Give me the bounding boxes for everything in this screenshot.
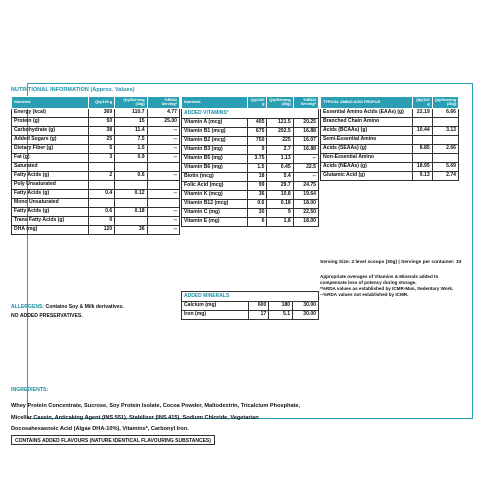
nutrient-q100: 17 [249, 311, 269, 320]
col-qty-serving: Qty/Serving (30g) [115, 97, 147, 109]
nutrient-rda: 18.00 [293, 218, 318, 227]
table-row [182, 182, 319, 191]
nutrient-rda: 24.75 [293, 182, 318, 191]
allergens-label: ALLERGENS: [11, 304, 45, 310]
table-row [12, 118, 180, 127]
nutrient-name: Vitamin B1 (mcg) [182, 128, 248, 137]
ingredients-line: Whey Protein Concentrate, Sucrose, Soy Protein Isolate, Cocoa Powder, Maltodextrin, Tricalcium Phosphate, [11, 403, 301, 409]
nutrient-name: Protein (g) [12, 118, 89, 127]
nutrient-name: Saturated [12, 163, 89, 172]
nutrient-q100 [413, 118, 433, 127]
nutrient-rda: 30.00 [293, 311, 319, 320]
nutrient-qs: 121.5 [267, 119, 293, 128]
nutrient-qs [115, 163, 147, 172]
table-row [12, 127, 180, 136]
nutrient-qs [115, 217, 147, 226]
col-qty-serving: Qty/Serving (30g) [267, 97, 293, 109]
footnote: Appropriate overages of Vitamins & Minerals added to [320, 274, 439, 279]
table-row [321, 118, 459, 127]
table-row [12, 172, 180, 181]
nutrient-name: DHA (mg) [12, 226, 89, 235]
nutrient-name: Fatty Acids (g) [12, 190, 89, 199]
allergens-block [11, 303, 124, 321]
nutrient-qs: 6.66 [432, 109, 458, 118]
nutrient-qs: 36 [115, 226, 147, 235]
nutrient-name: Fat (g) [12, 154, 89, 163]
nutrient-qs [115, 181, 147, 190]
nutrient-name: Glutamic Acid (g) [321, 172, 413, 181]
table-row [12, 181, 180, 190]
nutrient-q100: 10.44 [413, 127, 433, 136]
nutrient-qs: 9 [267, 209, 293, 218]
table-row [182, 155, 319, 164]
footnotes [320, 274, 470, 298]
nutrient-name: Branched Chain Amino [321, 118, 413, 127]
nutrient-rda [147, 181, 179, 190]
footnote: compensate loss of potency during storage. [320, 280, 417, 285]
nutrient-q100: 0.6 [247, 200, 267, 209]
col-rda: %RDA/ Serving* [293, 97, 318, 109]
nutrient-name: Vitamin B5 (mg) [182, 155, 248, 164]
table-row [182, 191, 319, 200]
ingredients-line: Micellar Casein, Anticaking Agent (INS 551), Stabilizer (INS 415), Sodium Chloride, Vegetarian [11, 414, 259, 421]
nutrient-qs [432, 118, 458, 127]
nutrient-q100: 600 [249, 302, 269, 311]
nutrient-q100 [88, 181, 114, 190]
nutrient-qs: 202.5 [267, 128, 293, 137]
nutrient-qs: 1.5 [115, 145, 147, 154]
nutrient-qs: 3.13 [432, 127, 458, 136]
table-row [321, 172, 459, 181]
nutrient-qs: 2.7 [267, 146, 293, 155]
table-row [182, 128, 319, 137]
nutrient-q100: 0.6 [88, 208, 114, 217]
table-row [321, 127, 459, 136]
nutrient-rda: 16.88 [293, 128, 318, 137]
nutrient-q100: 22.19 [413, 109, 433, 118]
nutrient-rda: 25.00 [147, 118, 179, 127]
nutrient-rda: -- [147, 127, 179, 136]
table-row [182, 218, 319, 227]
nutrient-qs: 0.6 [115, 172, 147, 181]
nutrient-qs: 29.7 [267, 182, 293, 191]
nutrient-qs: 0.45 [267, 164, 293, 173]
table-row [12, 217, 180, 226]
nutrient-q100: 675 [247, 128, 267, 137]
table-row [321, 154, 459, 163]
nutrient-rda: -- [147, 136, 179, 145]
nutrient-name: Dietary Fiber (g) [12, 145, 89, 154]
nutrient-q100: 50 [88, 118, 114, 127]
nutrient-qs [115, 199, 147, 208]
nutrient-qs: 11.4 [115, 127, 147, 136]
table-row [12, 190, 180, 199]
nutrient-q100: 38 [88, 127, 114, 136]
table-row [321, 109, 459, 118]
nutrient-rda: -- [147, 217, 179, 226]
nutrient-rda: 18.00 [293, 200, 318, 209]
col-qty100: Qty/100 g [247, 97, 267, 109]
nutrient-q100: 18 [247, 173, 267, 182]
nutrition-title: NUTRITIONAL INFORMATION (Approx. Values) [11, 87, 135, 93]
nutrient-rda: -- [147, 190, 179, 199]
nutrient-qs: 180 [269, 302, 293, 311]
ingredients-heading: INGREDIENTS: [11, 387, 49, 393]
ingredients-line: Docosahexaenoic Acid (Algae DHA-10%), Vitamins*, Carbonyl Iron. [11, 426, 189, 432]
nutrient-q100: 25 [88, 136, 114, 145]
nutrient-qs [432, 154, 458, 163]
nutrient-name: Vitamin B6 (mg) [182, 164, 248, 173]
nutrient-q100: 36 [247, 191, 267, 200]
nutrient-name: Iron (mg) [182, 311, 249, 320]
col-rda: %RDA/ Serving* [147, 97, 179, 109]
nutrient-q100: 3 [88, 154, 114, 163]
nutrient-q100: 3.75 [247, 155, 267, 164]
minerals-table [181, 291, 319, 320]
nutrient-rda: -- [147, 154, 179, 163]
vitamins-header: ADDED VITAMINS* [182, 109, 319, 119]
nutrient-qs: 110.7 [115, 109, 147, 118]
nutrient-rda: 4.77 [147, 109, 179, 118]
nutrient-name: Trans Fatty Acids (g) [12, 217, 89, 226]
nutrient-name: Vitamin C (mg) [182, 209, 248, 218]
nutrient-qs: 5.1 [269, 311, 293, 320]
nutrient-rda: -- [147, 208, 179, 217]
nutrient-name: Biotin (mcg) [182, 173, 248, 182]
nutrient-name: Carbohydrate (g) [12, 127, 89, 136]
footnote: --%RDA values not established by ICMR. [320, 292, 409, 297]
nutrient-rda: 19.64 [293, 191, 318, 200]
nutrient-q100: 0.4 [88, 190, 114, 199]
nutrient-q100: 18.95 [413, 163, 433, 172]
nutrient-rda: -- [147, 226, 179, 235]
nutrient-rda: -- [147, 172, 179, 181]
nutrient-qs: 7.5 [115, 136, 147, 145]
nutrient-rda: 20.25 [293, 119, 318, 128]
nutrient-q100: 99 [247, 182, 267, 191]
nutrient-q100 [413, 136, 433, 145]
table-row [12, 199, 180, 208]
nutrient-rda: 30.00 [293, 302, 319, 311]
nutrient-qs: 0.9 [115, 154, 147, 163]
col-nutrients: Nutrients [12, 97, 89, 109]
nutrient-name: Vitamin B12 (mcg) [182, 200, 248, 209]
nutrient-qs: 225 [267, 137, 293, 146]
table-row [182, 164, 319, 173]
nutrient-rda: -- [293, 155, 318, 164]
nutrient-q100: 9 [247, 146, 267, 155]
nutrient-qs: 10.8 [267, 191, 293, 200]
nutrient-name: Added Sugars (g) [12, 136, 89, 145]
col-qty-serving: Qty/Serving (30g) [432, 97, 458, 109]
footnote: *%RDA values as established by ICMR-Man, Sedentary Work. [320, 286, 454, 291]
nutrient-rda: 22.50 [293, 209, 318, 218]
nutrient-q100: 120 [88, 226, 114, 235]
table-row [182, 200, 319, 209]
nutrient-name: Energy (kcal) [12, 109, 89, 118]
table-row [12, 208, 180, 217]
nutrient-name: Vitamin B2 (mcg) [182, 137, 248, 146]
nutrient-q100: 0 [88, 217, 114, 226]
vitamins-table [181, 96, 319, 227]
nutrient-name: Acids (SEAAs) (g) [321, 145, 413, 154]
table-row [182, 209, 319, 218]
nutrient-name: Non-Essential Amino [321, 154, 413, 163]
main-nutrients-table [11, 96, 180, 235]
flavours-note: CONTAINS ADDED FLAVOURS (NATURE IDENTICAL FLAVOURING SUBSTANCES) [11, 435, 215, 445]
table-row [182, 146, 319, 155]
nutrient-q100: 405 [247, 119, 267, 128]
table-row [182, 119, 319, 128]
nutrient-name: Vitamin K (mcg) [182, 191, 248, 200]
nutrient-q100: 1.5 [247, 164, 267, 173]
col-qty100: Qty/100 g [413, 97, 433, 109]
serving-size: Serving Size: 2 level scoops (30g) | Servings per container: 33 [320, 260, 462, 265]
minerals-header: ADDED MINERALS [182, 292, 319, 302]
nutrient-name: Fatty Acids (g) [12, 172, 89, 181]
nutrient-q100: 30 [247, 209, 267, 218]
nutrient-q100 [413, 154, 433, 163]
nutrient-name: Acids (BCAAs) (g) [321, 127, 413, 136]
col-amino: TYPICAL AMINO ACID PROFILE [321, 97, 413, 109]
nutrient-q100 [88, 163, 114, 172]
nutrient-qs: 0.12 [115, 190, 147, 199]
nutrient-qs: 0.18 [115, 208, 147, 217]
nutrient-name: Poly Unsaturated [12, 181, 89, 190]
table-row [12, 136, 180, 145]
col-nutrients: Nutrients [182, 97, 248, 109]
table-row [12, 109, 180, 118]
table-row [321, 145, 459, 154]
nutrient-qs: 0.18 [267, 200, 293, 209]
nutrient-qs: 1.13 [267, 155, 293, 164]
allergens-text: Contains Soy & Milk derivatives. [45, 304, 124, 310]
table-row [321, 136, 459, 145]
table-row [321, 163, 459, 172]
nutrient-q100: 5 [88, 145, 114, 154]
nutrient-name: Vitamin B3 (mg) [182, 146, 248, 155]
table-row [182, 302, 319, 311]
table-row [182, 311, 319, 320]
table-row [12, 226, 180, 235]
table-row [12, 154, 180, 163]
nutrient-qs [432, 136, 458, 145]
nutrient-rda [147, 199, 179, 208]
nutrient-qs: 2.74 [432, 172, 458, 181]
ingredients-text [11, 401, 463, 436]
nutrient-q100: 2 [88, 172, 114, 181]
nutrient-q100: 750 [247, 137, 267, 146]
nutrient-q100: 6 [247, 218, 267, 227]
nutrient-q100: 369 [88, 109, 114, 118]
nutrient-qs: 5.4 [267, 173, 293, 182]
nutrient-rda: 16.07 [293, 137, 318, 146]
nutrient-rda: 22.5 [293, 164, 318, 173]
nutrient-qs: 2.66 [432, 145, 458, 154]
nutrient-name: Mono Unsaturated [12, 199, 89, 208]
nutrient-name: Vitamin A (mcg) [182, 119, 248, 128]
nutrient-name: Acids (NEAAs) (g) [321, 163, 413, 172]
nutrient-name: Fatty Acids (g) [12, 208, 89, 217]
nutrient-qs: 5.69 [432, 163, 458, 172]
table-row [182, 137, 319, 146]
nutrient-name: Calcium (mg) [182, 302, 249, 311]
amino-acid-table [320, 96, 459, 181]
nutrient-q100 [88, 199, 114, 208]
nutrient-qs: 1.8 [267, 218, 293, 227]
nutrient-q100: 8.85 [413, 145, 433, 154]
table-row [12, 145, 180, 154]
nutrient-q100: 9.13 [413, 172, 433, 181]
nutrient-rda [147, 163, 179, 172]
nutrient-rda: 16.88 [293, 146, 318, 155]
nutrient-name: Essential Amino Acids (EAAs) (g) [321, 109, 413, 118]
nutrient-qs: 15 [115, 118, 147, 127]
nutrient-rda: -- [147, 145, 179, 154]
table-row [182, 173, 319, 182]
nutrient-name: Vitamin E (mg) [182, 218, 248, 227]
col-qty100: Qty/100 g [88, 97, 114, 109]
table-row [12, 163, 180, 172]
nutrient-name: Semi-Essential Amino [321, 136, 413, 145]
nutrient-name: Folic Acid (mcg) [182, 182, 248, 191]
no-preservatives: NO ADDED PRESERVATIVES. [11, 313, 83, 319]
nutrient-rda: -- [293, 173, 318, 182]
